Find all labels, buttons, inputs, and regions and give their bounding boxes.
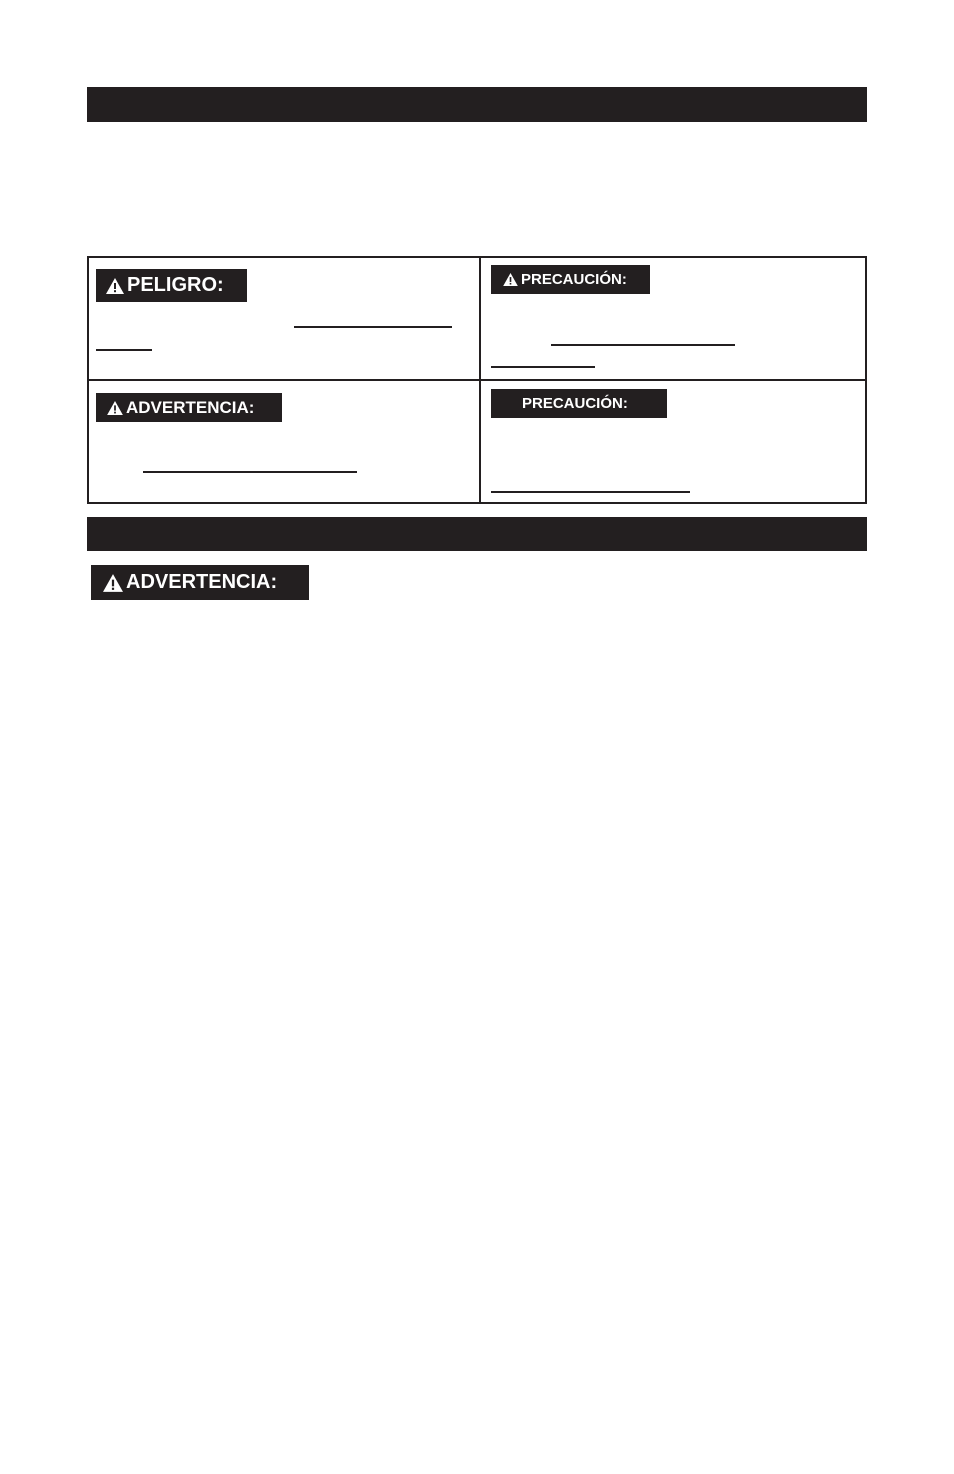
danger-signal-label bbox=[96, 269, 247, 302]
section-header-bar-top bbox=[87, 87, 867, 122]
underline-rule bbox=[143, 471, 357, 473]
warning-signal-text: ADVERTENCIA: bbox=[126, 397, 255, 417]
warning-triangle-icon bbox=[503, 273, 518, 286]
underline-rule bbox=[491, 366, 595, 368]
section-warning-signal-text: ADVERTENCIA: bbox=[126, 571, 278, 593]
danger-signal-text: PELIGRO: bbox=[127, 274, 224, 296]
underline-rule bbox=[294, 326, 452, 328]
section-warning-signal-label bbox=[91, 565, 309, 600]
caution-plain-signal-text: PRECAUCIÓN: bbox=[522, 395, 628, 412]
caution-alert-signal-text: PRECAUCIÓN: bbox=[521, 271, 627, 288]
underline-rule bbox=[96, 349, 152, 351]
underline-rule bbox=[491, 491, 690, 493]
table-divider-horizontal bbox=[89, 379, 865, 381]
underline-rule bbox=[551, 344, 735, 346]
warning-signal-label bbox=[96, 393, 282, 422]
caution-alert-signal-label bbox=[491, 265, 650, 294]
section-header-bar-mid bbox=[87, 517, 867, 551]
warning-triangle-icon bbox=[103, 574, 123, 592]
warning-triangle-icon bbox=[106, 278, 124, 294]
caution-plain-signal-label bbox=[491, 389, 667, 418]
warning-triangle-icon bbox=[107, 401, 123, 415]
